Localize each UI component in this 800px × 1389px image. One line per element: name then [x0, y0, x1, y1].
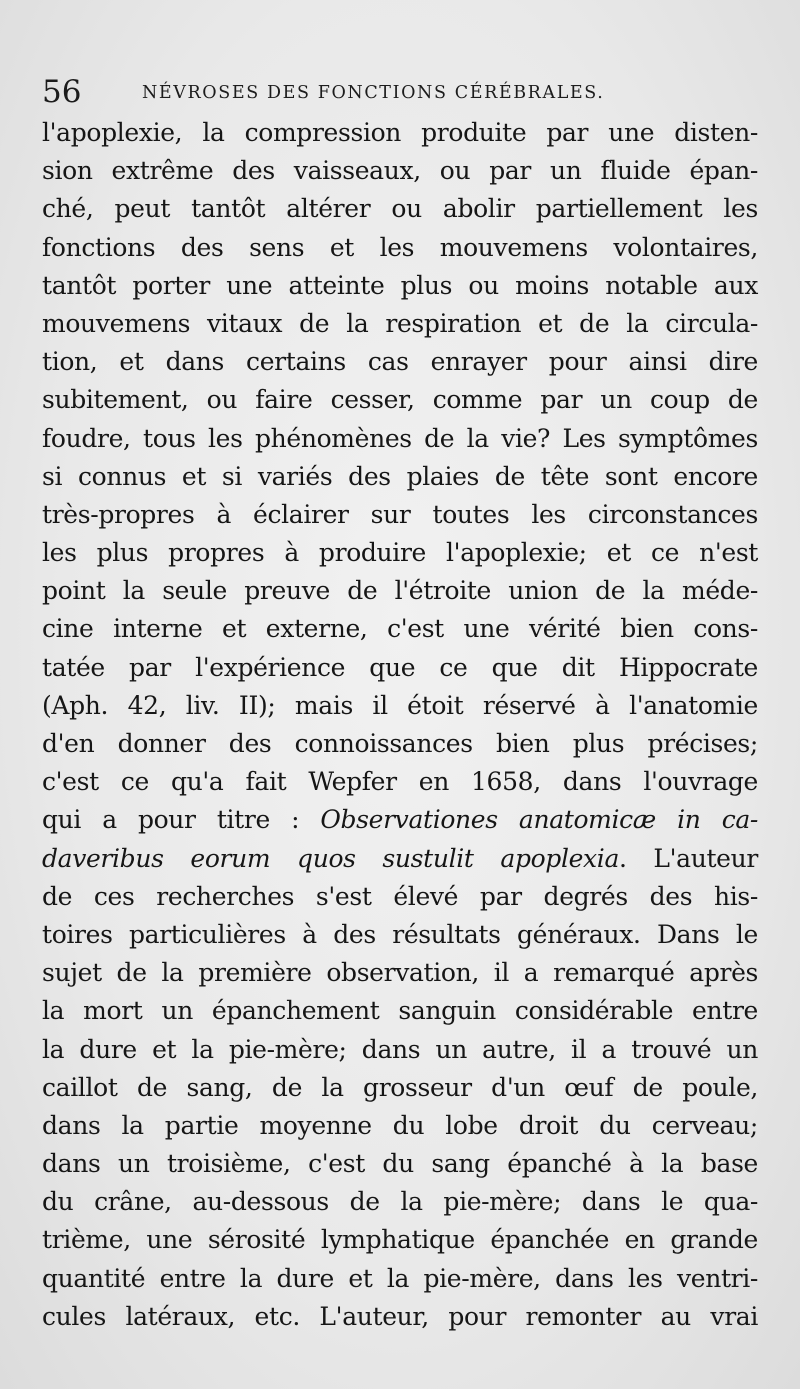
text-line: la dure et la pie-mère; dans un autre, il a trouvé un [42, 1034, 758, 1064]
text-line: ché, peut tantôt altérer ou abolir partiellement les [42, 194, 758, 224]
text-line: toires particulières à des résultats généraux. Dans le [42, 919, 758, 949]
page-number: 56 [42, 74, 82, 110]
text-line: tantôt porter une atteinte plus ou moins notable aux [42, 270, 758, 300]
text-line: cules latéraux, etc. L'auteur, pour remonter au vrai [42, 1301, 758, 1331]
text-line: mouvemens vitaux de la respiration et de la circula- [42, 308, 758, 338]
text-line: l'apoplexie, la compression produite par une disten- [42, 118, 758, 147]
text-line: dans la partie moyenne du lobe droit du cerveau; [42, 1110, 758, 1140]
text-line: dans un troisième, c'est du sang épanché à la base [42, 1149, 758, 1179]
italic-book-title-start: Observationes anatomicæ in ca- [320, 805, 758, 835]
text-line: si connus et si variés des plaies de tête sont encore [42, 461, 758, 491]
text-line: caillot de sang, de la grosseur d'un œuf de poule, [42, 1072, 758, 1102]
text-line: d'en donner des connoissances bien plus précises; [42, 729, 758, 758]
text-line: fonctions des sens et les mouvemens volontaires, [42, 232, 758, 262]
text-line-with-italic-title [42, 801, 758, 839]
text-line: sujet de la première observation, il a remarqué après [42, 958, 758, 988]
text-line: foudre, tous les phénomènes de la vie? Les symptômes [42, 423, 758, 453]
text-line: très-propres à éclairer sur toutes les circonstances [42, 499, 758, 529]
text-line: sion extrême des vaisseaux, ou par un fluide épan- [42, 156, 758, 186]
text-line: les plus propres à produire l'apoplexie; et ce n'est [42, 538, 758, 568]
text-line-prefix: qui a pour titre : [42, 805, 321, 835]
text-line: c'est ce qu'a fait Wepfer en 1658, dans l'ouvrage [42, 767, 758, 797]
text-line: du crâne, au-dessous de la pie-mère; dans le qua- [42, 1187, 758, 1217]
running-title: NÉVROSES DES FONCTIONS CÉRÉBRALES. [142, 83, 605, 103]
text-line: cine interne et externe, c'est une vérité bien cons- [42, 614, 758, 644]
text-line-suffix: . L'auteur [619, 843, 758, 873]
text-line: point la seule preuve de l'étroite union de la méde- [42, 576, 758, 606]
text-line: de ces recherches s'est élevé par degrés des his- [42, 881, 758, 911]
text-line: tion, et dans certains cas enrayer pour ainsi dire [42, 347, 758, 377]
text-line: subitement, ou faire cesser, comme par un coup de [42, 385, 758, 415]
body-text [42, 114, 758, 1336]
text-line: trième, une sérosité lymphatique épanchée en grande [42, 1225, 758, 1255]
page-header [38, 72, 758, 112]
text-line: (Aph. 42, liv. II); mais il étoit réservé à l'anatomie [42, 690, 758, 720]
text-line-with-italic-title [42, 840, 758, 878]
text-line: quantité entre la dure et la pie-mère, dans les ventri- [42, 1263, 758, 1293]
italic-book-title-end: daveribus eorum quos sustulit apoplexia [42, 843, 619, 873]
text-line: tatée par l'expérience que ce que dit Hippocrate [42, 652, 758, 682]
text-line: la mort un épanchement sanguin considérable entre [42, 996, 758, 1026]
